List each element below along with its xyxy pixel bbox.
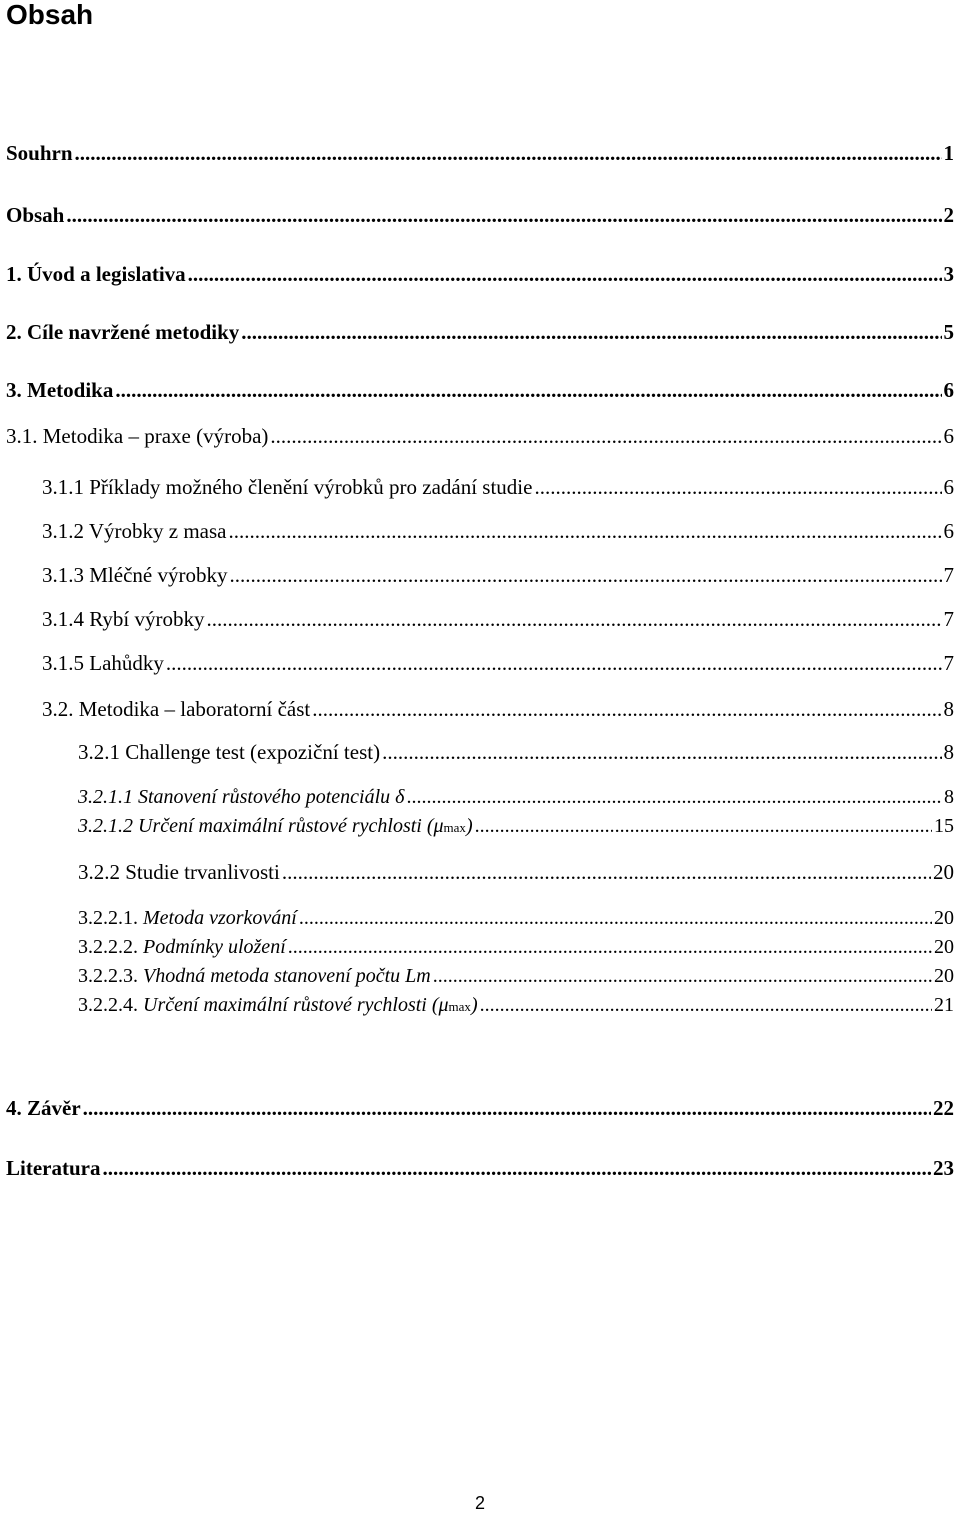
dot-leader — [75, 141, 942, 166]
toc-entry-3-2-1[interactable] — [78, 740, 954, 765]
dot-leader — [270, 424, 941, 449]
toc-entry-page: 7 — [943, 651, 954, 675]
toc-entry-page: 8 — [943, 740, 954, 764]
toc-entry-page: 8 — [944, 786, 954, 808]
dot-leader — [229, 519, 942, 544]
toc-entry-title: Souhrn — [6, 141, 73, 165]
toc-entry-page: 7 — [943, 563, 954, 587]
page-title: Obsah — [6, 0, 94, 30]
toc-entry-cile[interactable] — [6, 320, 954, 345]
dot-leader — [534, 475, 941, 500]
toc-entry-page: 1 — [943, 141, 954, 165]
toc-entry-title: Obsah — [6, 203, 65, 227]
toc-entry-page: 6 — [943, 475, 954, 499]
toc-entry-page: 8 — [943, 697, 954, 721]
toc-entry-3-2-2-2[interactable] — [78, 936, 954, 959]
toc-entry-page: 20 — [934, 936, 954, 958]
dot-leader — [480, 994, 932, 1017]
toc-entry-title: 3.2.2.4. Určení maximální růstové rychlosti (μmax) — [78, 994, 478, 1016]
toc-entry-title: 3.2.2 Studie trvanlivosti — [78, 860, 280, 884]
toc-entry-title: Literatura — [6, 1156, 101, 1180]
toc-entry-page: 5 — [943, 320, 954, 344]
dot-leader — [406, 786, 942, 809]
toc-entry-3-1[interactable] — [6, 424, 954, 449]
toc-entry-3-2-1-1[interactable] — [78, 786, 954, 809]
toc-entry-page: 21 — [934, 994, 954, 1016]
toc-entry-page: 15 — [934, 815, 954, 837]
toc-entry-title: 2. Cíle navržené metodiky — [6, 320, 240, 344]
dot-leader — [229, 563, 941, 588]
toc-entry-title: 3.2.1.1 Stanovení růstového potenciálu δ — [78, 786, 405, 808]
toc-entry-title: 1. Úvod a legislativa — [6, 262, 186, 286]
dot-leader — [66, 203, 941, 228]
toc-entry-page: 20 — [933, 860, 954, 884]
toc-entry-title: 3. Metodika — [6, 378, 114, 402]
toc-entry-page: 3 — [943, 262, 954, 286]
toc-entry-page: 6 — [943, 378, 954, 402]
toc-entry-metodika[interactable] — [6, 378, 954, 403]
toc-entry-3-1-4[interactable] — [42, 607, 954, 632]
toc-entry-title: 3.1.4 Rybí výrobky — [42, 607, 205, 631]
toc-entry-3-1-2[interactable] — [42, 519, 954, 544]
subscript: max — [448, 999, 471, 1014]
dot-leader — [299, 907, 932, 930]
toc-entry-title: 3.2. Metodika – laboratorní část — [42, 697, 311, 721]
dot-leader — [115, 378, 941, 403]
toc-entry-page: 7 — [943, 607, 954, 631]
toc-entry-title: 3.1.2 Výrobky z masa — [42, 519, 227, 543]
toc-entry-page: 6 — [943, 424, 954, 448]
subscript: max — [443, 820, 466, 835]
dot-leader — [188, 262, 942, 287]
toc-entry-title: 3.1. Metodika – praxe (výroba) — [6, 424, 269, 448]
dot-leader — [433, 965, 932, 988]
toc-entry-title: 3.2.1.2 Určení maximální růstové rychlosti (μmax) — [78, 815, 473, 837]
toc-entry-3-2-2-1[interactable] — [78, 907, 954, 930]
dot-leader — [475, 815, 932, 838]
toc-entry-page: 20 — [934, 965, 954, 987]
toc-entry-title: 3.2.2.3. Vhodná metoda stanovení počtu Lm — [78, 965, 431, 987]
toc-entry-title: 3.2.1 Challenge test (expoziční test) — [78, 740, 381, 764]
page-number: 2 — [474, 1493, 485, 1513]
dot-leader — [282, 860, 931, 885]
toc-entry-3-2-2-3[interactable] — [78, 965, 954, 988]
toc-entry-3-2-2-4[interactable] — [78, 994, 954, 1017]
toc-entry-souhrn[interactable] — [6, 141, 954, 166]
toc-entry-page: 2 — [943, 203, 954, 227]
toc-entry-uvod[interactable] — [6, 262, 954, 287]
dot-leader — [288, 936, 932, 959]
toc-entry-title: 3.1.3 Mléčné výrobky — [42, 563, 228, 587]
dot-leader — [241, 320, 941, 345]
dot-leader — [207, 607, 942, 632]
toc-entry-page: 20 — [934, 907, 954, 929]
dot-leader — [102, 1156, 931, 1181]
toc-entry-3-2-2[interactable] — [78, 860, 954, 885]
toc-entry-title: 3.1.1 Příklady možného členění výrobků pro zadání studie — [42, 475, 533, 499]
toc-entry-title: 3.2.2.1. Metoda vzorkování — [78, 907, 297, 929]
dot-leader — [382, 740, 941, 765]
toc-entry-zaver[interactable] — [6, 1096, 954, 1121]
dot-leader — [166, 651, 942, 676]
toc-entry-page: 23 — [933, 1156, 954, 1180]
toc-entry-3-1-1[interactable] — [42, 475, 954, 500]
toc-entry-obsah[interactable] — [6, 203, 954, 228]
toc-entry-3-1-5[interactable] — [42, 651, 954, 676]
toc-entry-page: 6 — [943, 519, 954, 543]
toc-entry-title: 3.1.5 Lahůdky — [42, 651, 164, 675]
toc-entry-3-2[interactable] — [42, 697, 954, 722]
toc-entry-page: 22 — [933, 1096, 954, 1120]
toc-entry-3-1-3[interactable] — [42, 563, 954, 588]
toc-entry-literatura[interactable] — [6, 1156, 954, 1181]
dot-leader — [312, 697, 941, 722]
dot-leader — [83, 1096, 931, 1121]
toc-entry-title: 3.2.2.2. Podmínky uložení — [78, 936, 286, 958]
toc-entry-3-2-1-2[interactable] — [78, 815, 954, 838]
toc-entry-title: 4. Závěr — [6, 1096, 81, 1120]
